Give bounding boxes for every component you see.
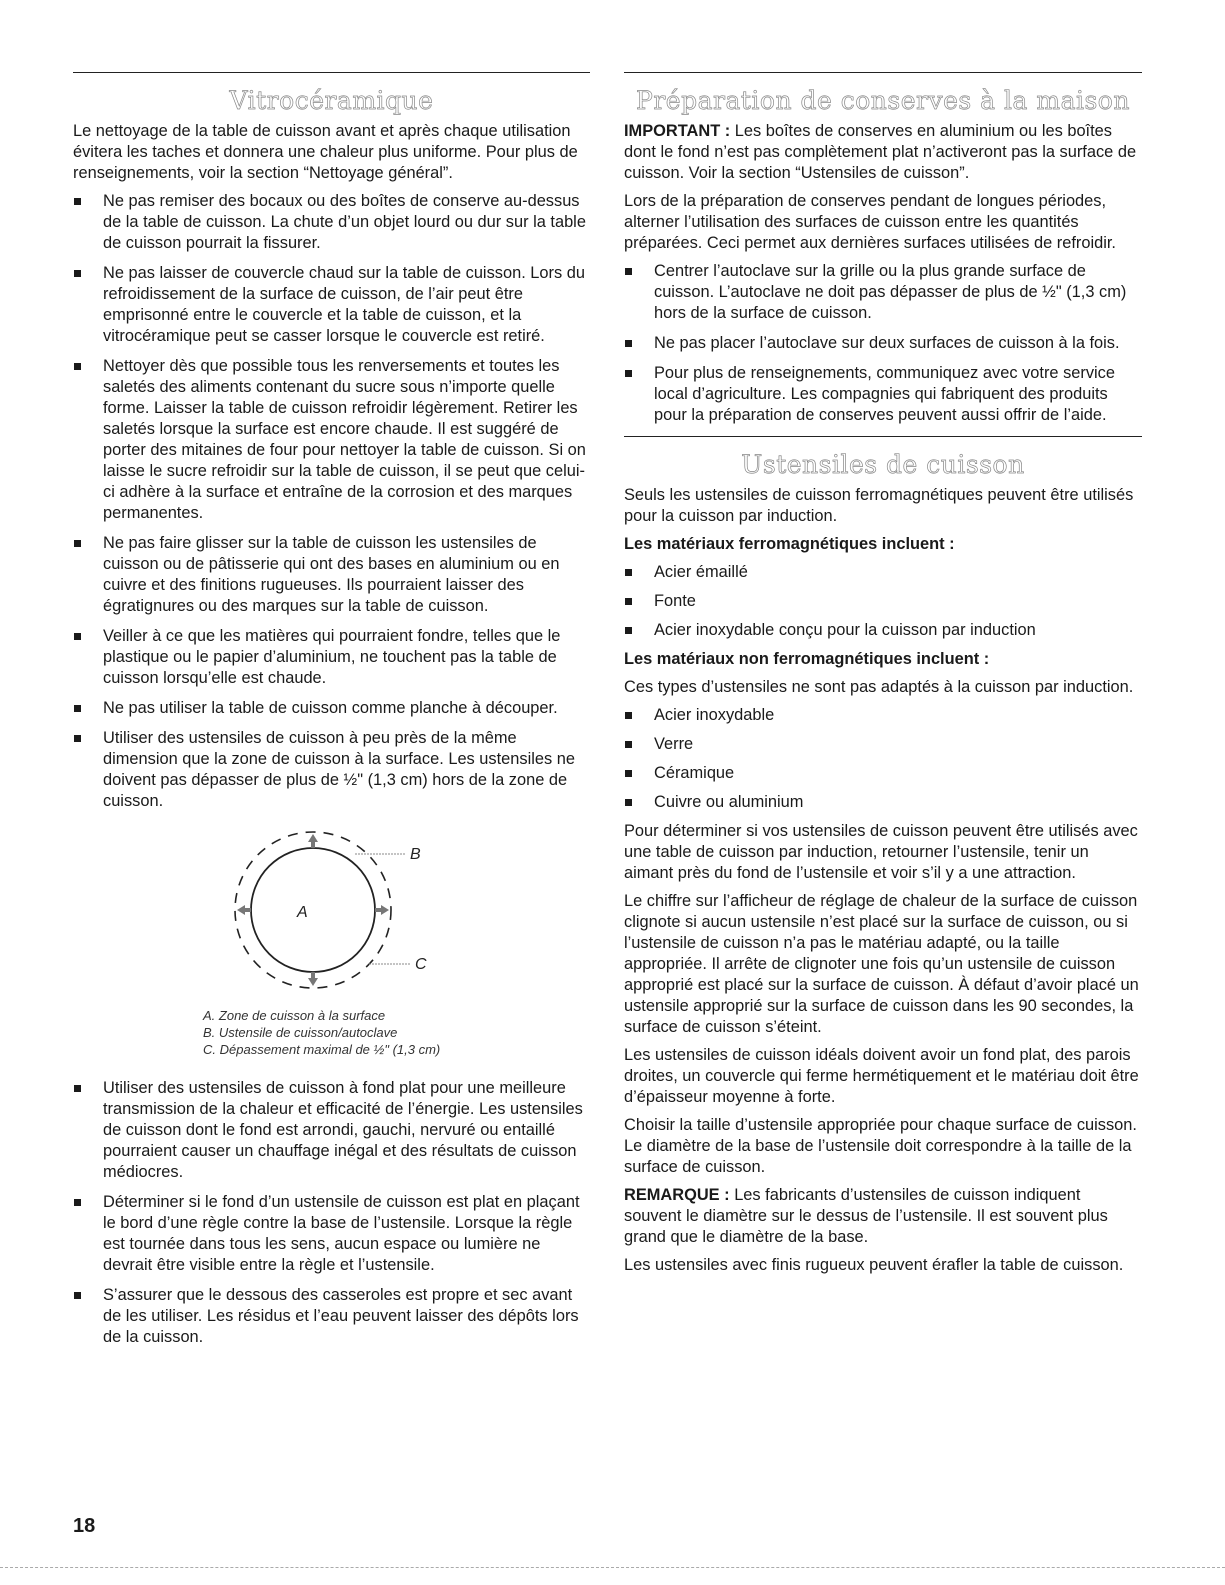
- nonferro-title: Les matériaux non ferromagnétiques incluent :: [624, 650, 990, 668]
- bullet-list-top: [73, 191, 590, 812]
- bullet-icon: [625, 598, 632, 605]
- cookware-overhang-diagram: [73, 826, 590, 1001]
- bullet-icon: [625, 741, 632, 748]
- cooking-zone-outline: [251, 848, 375, 972]
- bullet-icon: [625, 770, 632, 777]
- important-paragraph: IMPORTANT : Les boîtes de conserves en aluminium ou les boîtes dont le fond n’est pas complètement plat n’activeront pas la surface de cuisson. Voir la section “Ustensiles de cuisson”.: [624, 122, 1137, 182]
- list-item: Cuivre ou aluminium: [624, 792, 1142, 813]
- list-item: Ne pas remiser des bocaux ou des boîtes de conserve au-dessus de la table de cuisson. La chute d’un objet lourd ou dur sur la table de cuisson pourrait la fissurer.: [73, 191, 590, 254]
- list-item: Acier inoxydable conçu pour la cuisson par induction: [624, 620, 1142, 641]
- cookware-intro: Seuls les ustensiles de cuisson ferromagnétiques peuvent être utilisés pour la cuisson par induction.: [624, 486, 1134, 525]
- important-label: IMPORTANT :: [624, 122, 731, 140]
- bullet-icon: [625, 569, 632, 576]
- bullet-icon: [74, 540, 81, 547]
- remarque-paragraph: REMARQUE : Les fabricants d’ustensiles de cuisson indiquent souvent le diamètre sur le dessus de l’ustensile. Il est souvent plus grand que le diamètre de la base.: [624, 1186, 1108, 1246]
- caption-line: C. Dépassement maximal de ½" (1,3 cm): [203, 1042, 441, 1057]
- list-item: Ne pas placer l’autoclave sur deux surfaces de cuisson à la fois.: [624, 333, 1142, 354]
- bullet-icon: [625, 712, 632, 719]
- left-column: [73, 72, 590, 1357]
- arrow-top-icon: [308, 834, 318, 848]
- list-item: Utiliser des ustensiles de cuisson à fond plat pour une meilleure transmission de la chaleur et efficacité de l’énergie. Les ustensiles de cuisson dont le fond est arrondi, gauchi, nervuré ou entaillé pourraient causer un chauffage inégal et des résultats de cuisson médiocres.: [73, 1078, 590, 1183]
- list-item: Déterminer si le fond d’un ustensile de cuisson est plat en plaçant le bord d’une règle contre la base de l’ustensile. Lorsque la règle est tournée dans tous les sens, aucun espace ou lumière ne devrait être visible entre la règle et l’ustensile.: [73, 1192, 590, 1276]
- list-item: Fonte: [624, 591, 1142, 612]
- list-item: Pour plus de renseignements, communiquez avec votre service local d’agriculture. Les compagnies qui fabriquent des produits pour la préparation de conserves peuvent aussi offrir de l’aide.: [624, 363, 1142, 426]
- remarque-label: REMARQUE :: [624, 1186, 730, 1204]
- caption-line: A. Zone de cuisson à la surface: [203, 1008, 386, 1023]
- cookware-paragraph: Pour déterminer si vos ustensiles de cuisson peuvent être utilisés avec une table de cuisson par induction, retourner l’ustensile, tenir un aimant près du fond de l’ustensile et voir s’il y a une attraction.: [624, 822, 1138, 882]
- page-number: 18: [73, 1515, 96, 1537]
- label-a: A: [297, 904, 308, 921]
- label-c: C: [415, 956, 427, 973]
- list-item: Acier inoxydable: [624, 705, 1142, 726]
- list-item: Ne pas utiliser la table de cuisson comme planche à découper.: [73, 698, 590, 719]
- diagram-svg: [73, 826, 590, 1001]
- cookware-paragraph: Choisir la taille d’ustensile appropriée pour chaque surface de cuisson. Le diamètre de la base de l’ustensile doit correspondre à la taille de la surface de cuisson.: [624, 1116, 1137, 1176]
- cookware-paragraph: Le chiffre sur l’afficheur de réglage de chaleur de la surface de cuisson clignote si aucun ustensile n’est placé sur la surface de cuisson, ou si l’ustensile de cuisson n’a pas le matériau adapté, ou la taille appropriée. Il arrête de clignoter une fois qu’un ustensile de cuisson approprié est placé sur la surface de cuisson. À défaut d’avoir placé un ustensile approprié sur la surface de cuisson dans les 90 secondes, la surface de cuisson s’éteint.: [624, 892, 1139, 1036]
- bullet-icon: [74, 705, 81, 712]
- canning-paragraph: Lors de la préparation de conserves pendant de longues périodes, alterner l’utilisation des surfaces de cuisson entre les quantités préparées. Ceci permet aux dernières surfaces utilisées de refroidir.: [624, 192, 1116, 252]
- cookware-final-paragraph: Les ustensiles avec finis rugueux peuvent érafler la table de cuisson.: [624, 1256, 1124, 1274]
- list-item: Verre: [624, 734, 1142, 755]
- bullet-icon: [625, 627, 632, 634]
- arrow-bottom-icon: [308, 972, 318, 986]
- bullet-icon: [74, 363, 81, 370]
- section-rule: [73, 72, 590, 73]
- list-item: Nettoyer dès que possible tous les renversements et toutes les saletés des aliments contenant du sucre sous n’importe quelle forme. Laisser la table de cuisson refroidir légèrement. Retirer les saletés lorsque la surface est encore chaude. Il est suggéré de porter des mitaines de four pour nettoyer la table de cuisson. Si on laisse le sucre refroidir sur la table de cuisson, il se peut que celui-ci adhère à la surface et entraîne de la corrosion et des marques permanentes.: [73, 356, 590, 524]
- canning-bullet-list: [624, 261, 1142, 426]
- overhang-arrows: [237, 834, 389, 986]
- bullet-icon: [74, 735, 81, 742]
- section-rule: [624, 436, 1142, 437]
- cookware-paragraph: Les ustensiles de cuisson idéals doivent avoir un fond plat, des parois droites, un couvercle qui ferme hermétiquement et le matériau doit être d’épaisseur moyenne à forte.: [624, 1046, 1139, 1106]
- section-heading-cookware: Ustensiles de cuisson: [741, 450, 1025, 479]
- list-item: Céramique: [624, 763, 1142, 784]
- figure-caption: [203, 1007, 590, 1058]
- bullet-list-bottom: [73, 1078, 590, 1348]
- section-rule: [624, 72, 1142, 73]
- bullet-icon: [74, 1292, 81, 1299]
- right-column: [624, 72, 1142, 1283]
- arrow-right-icon: [375, 905, 389, 915]
- intro-paragraph: Le nettoyage de la table de cuisson avant et après chaque utilisation évitera les taches et donnera une chaleur plus uniforme. Pour plus de renseignements, voir la section “Nettoyage général”.: [73, 122, 578, 182]
- bullet-icon: [74, 1085, 81, 1092]
- label-b: B: [410, 846, 421, 863]
- list-item: Centrer l’autoclave sur la grille ou la plus grande surface de cuisson. L’autoclave ne doit pas dépasser de plus de ½" (1,3 cm) hors de la surface de cuisson.: [624, 261, 1142, 324]
- nonferro-intro: Ces types d’ustensiles ne sont pas adaptés à la cuisson par induction.: [624, 678, 1134, 696]
- cookware-outline: [235, 832, 391, 988]
- section-heading-vitroceramique: Vitrocéramique: [229, 86, 434, 115]
- bullet-icon: [74, 1199, 81, 1206]
- bullet-icon: [74, 270, 81, 277]
- ferro-title: Les matériaux ferromagnétiques incluent :: [624, 535, 955, 553]
- arrow-left-icon: [237, 905, 251, 915]
- list-item: Ne pas faire glisser sur la table de cuisson les ustensiles de cuisson ou de pâtisserie qui ont des bases en aluminium ou en cuivre et des finitions rugueuses. Ils pourraient laisser des égratignures ou des marques sur la table de cuisson.: [73, 533, 590, 617]
- bullet-icon: [625, 370, 632, 377]
- bullet-icon: [74, 198, 81, 205]
- bullet-icon: [625, 268, 632, 275]
- section-heading-canning: Préparation de conserves à la maison: [636, 86, 1130, 115]
- page-bottom-rule: [0, 1567, 1225, 1568]
- caption-line: B. Ustensile de cuisson/autoclave: [203, 1025, 398, 1040]
- list-item: S’assurer que le dessous des casseroles est propre et sec avant de les utiliser. Les résidus et l’eau peuvent laisser des dépôts lors de la cuisson.: [73, 1285, 590, 1348]
- list-item: Utiliser des ustensiles de cuisson à peu près de la même dimension que la zone de cuisson à la surface. Les ustensiles ne doivent pas dépasser de plus de ½" (1,3 cm) hors de la zone de cuisson.: [73, 728, 590, 812]
- list-item: Ne pas laisser de couvercle chaud sur la table de cuisson. Lors du refroidissement de la surface de cuisson, de l’air peut être emprisonné entre le couvercle et la table de cuisson, et la vitrocéramique peut se casser lorsque le couvercle est retiré.: [73, 263, 590, 347]
- bullet-icon: [74, 633, 81, 640]
- ferro-list: [624, 562, 1142, 641]
- nonferro-list: [624, 705, 1142, 813]
- list-item: Veiller à ce que les matières qui pourraient fondre, telles que le plastique ou le papier d’aluminium, ne touchent pas la table de cuisson lorsqu’elle est chaude.: [73, 626, 590, 689]
- bullet-icon: [625, 340, 632, 347]
- bullet-icon: [625, 799, 632, 806]
- list-item: Acier émaillé: [624, 562, 1142, 583]
